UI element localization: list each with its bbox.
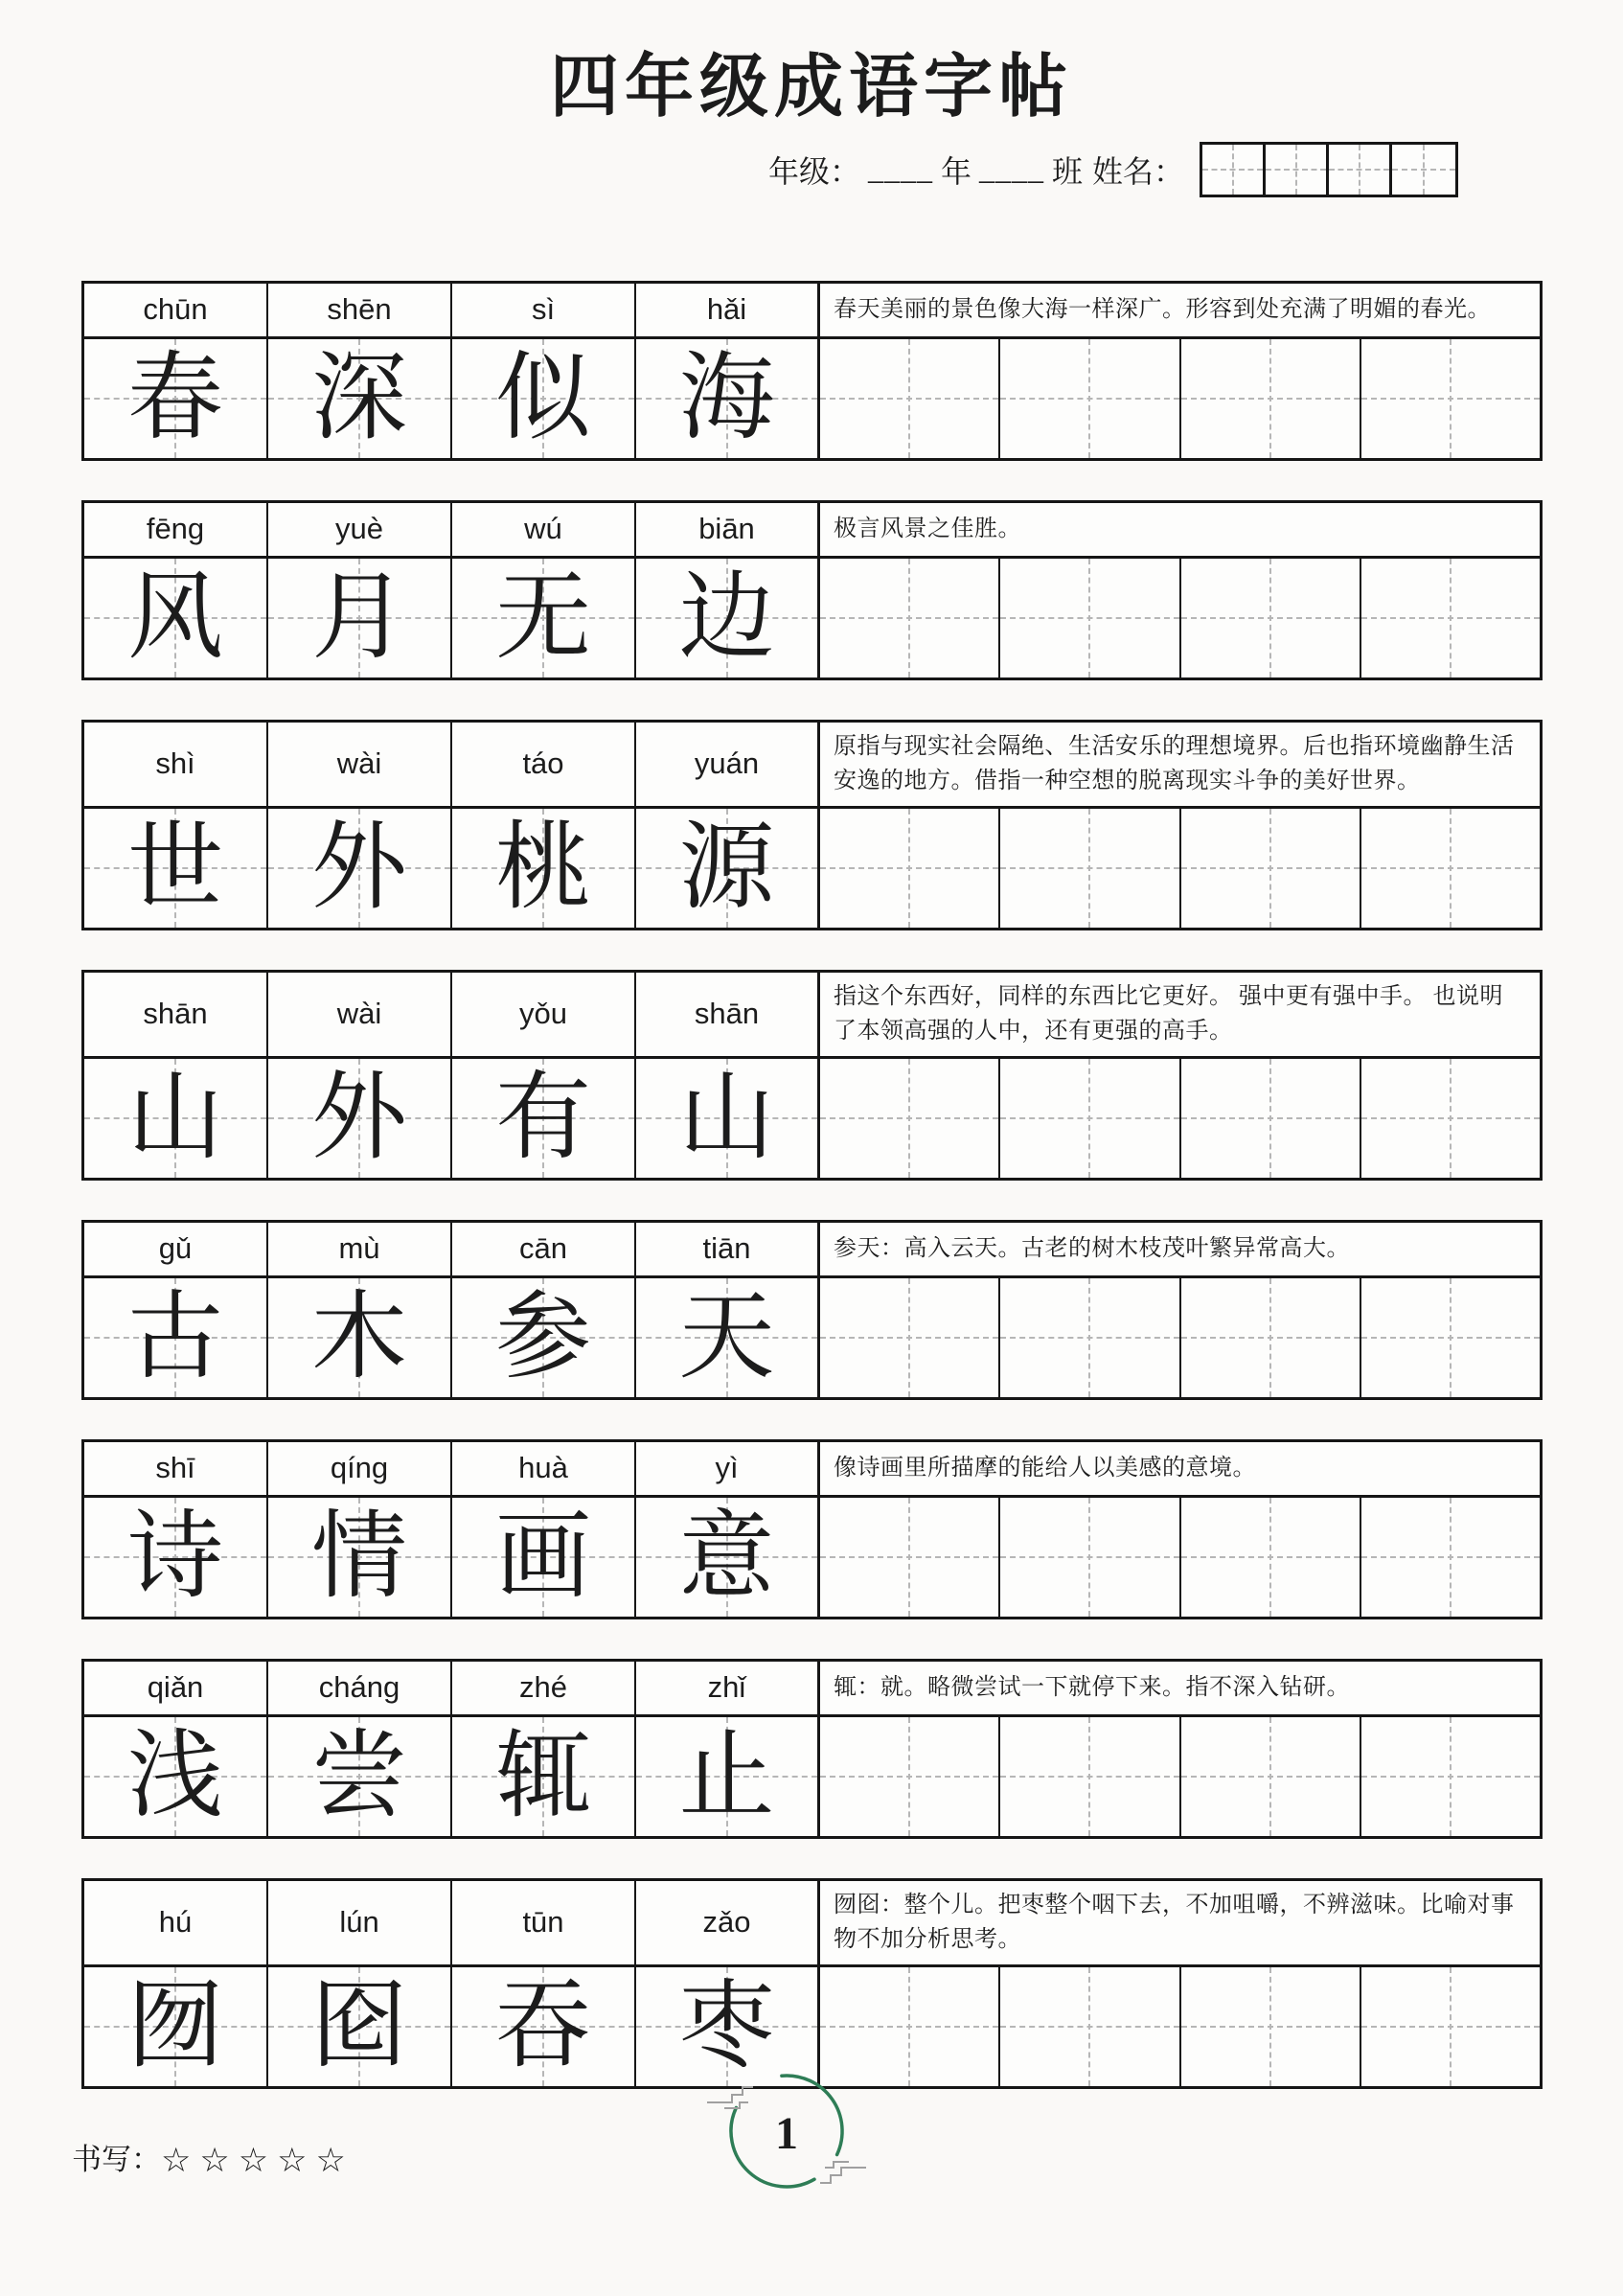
practice-cell (1181, 1278, 1361, 1397)
idiom-character: 无 (495, 563, 591, 671)
pinyin-cell (636, 723, 820, 806)
practice-cell (820, 1278, 1000, 1397)
pinyin-cell (84, 1442, 268, 1495)
character-cell (268, 1498, 452, 1617)
character-cell (268, 1717, 452, 1836)
definition-text: 囫囵：整个儿。把枣整个咽下去，不加咀嚼，不辨滋味。比喻对事物不加分析思考。 (834, 1892, 1515, 1953)
pinyin-cell (636, 503, 820, 556)
character-practice-row (84, 809, 1540, 928)
character-cell (84, 1967, 268, 2086)
name-grid-cell (1202, 145, 1266, 195)
definition-cell (820, 1662, 1540, 1714)
definition-cell (820, 503, 1540, 556)
practice-cell (1181, 559, 1361, 677)
cloud-ornament-icon (707, 2087, 753, 2108)
grade-label: 年级： (767, 153, 860, 189)
pinyin-text: zhé (519, 1670, 567, 1705)
pinyin-cell (636, 1881, 820, 1964)
student-info-line (0, 141, 1458, 198)
idiom-character: 木 (311, 1283, 407, 1390)
idiom-character: 山 (127, 1064, 223, 1171)
practice-cell (1181, 1498, 1361, 1617)
idiom-character: 外 (311, 814, 407, 921)
definition-text: 指这个东西好，同样的东西比它更好。 强中更有强中手。 也说明了本领高强的人中，还有更强的高手。 (834, 983, 1503, 1045)
character-cell (452, 1278, 636, 1397)
pinyin-text: shì (155, 746, 195, 781)
pinyin-text: mù (338, 1231, 380, 1266)
idiom-character: 意 (678, 1503, 775, 1610)
pinyin-text: yuè (335, 512, 383, 546)
character-cell (452, 559, 636, 677)
idiom-character: 有 (495, 1064, 591, 1171)
practice-area (820, 1278, 1540, 1397)
pinyin-cell (452, 503, 636, 556)
idiom-block (81, 1659, 1543, 1839)
character-cell (636, 1059, 820, 1178)
idiom-character: 枣 (678, 1972, 775, 2079)
character-cell (452, 1059, 636, 1178)
year-label: 年 (940, 153, 972, 189)
idiom-character: 画 (495, 1503, 591, 1610)
pinyin-cell (452, 973, 636, 1056)
practice-cell (1361, 1278, 1540, 1397)
character-cell (636, 809, 820, 928)
pinyin-cell (84, 284, 268, 336)
pinyin-cell (268, 503, 452, 556)
pinyin-cell (636, 1442, 820, 1495)
character-cell (636, 1498, 820, 1617)
pinyin-text: chūn (143, 292, 208, 327)
idiom-block (81, 1439, 1543, 1619)
pinyin-text: cháng (318, 1670, 400, 1705)
pinyin-cell (84, 973, 268, 1056)
pinyin-text: tūn (522, 1905, 564, 1940)
idiom-character: 月 (311, 563, 407, 671)
practice-cell (820, 1498, 1000, 1617)
idiom-character: 吞 (495, 1972, 591, 2079)
practice-cell (820, 809, 1000, 928)
class-blank: ____ (978, 151, 1044, 187)
practice-cell (1000, 1498, 1180, 1617)
idiom-block (81, 281, 1543, 461)
definition-text: 极言风景之佳胜。 (834, 517, 1021, 542)
idiom-character: 尝 (311, 1722, 407, 1829)
character-cell (452, 1717, 636, 1836)
practice-cell (1181, 339, 1361, 458)
name-label: 姓名： (1091, 153, 1184, 189)
idiom-character: 源 (678, 814, 775, 921)
pinyin-text: yì (715, 1451, 739, 1485)
idiom-character: 止 (678, 1722, 775, 1829)
character-cell (84, 559, 268, 677)
class-label: 班 (1051, 153, 1083, 189)
pinyin-cell (268, 1223, 452, 1275)
rating-label: 书写： (72, 2143, 161, 2176)
idiom-character: 浅 (127, 1722, 223, 1829)
idiom-character: 囵 (311, 1972, 407, 2079)
character-cell (268, 1967, 452, 2086)
character-cell (268, 339, 452, 458)
idiom-character: 囫 (127, 1972, 223, 2079)
idiom-character: 深 (311, 344, 407, 451)
pinyin-cell (452, 1662, 636, 1714)
pinyin-cell (268, 1662, 452, 1714)
practice-cell (1000, 1059, 1180, 1178)
practice-cell (1181, 1717, 1361, 1836)
idiom-character: 天 (678, 1283, 775, 1390)
practice-cell (1000, 559, 1180, 677)
pinyin-definition-row (84, 723, 1540, 809)
character-cell (268, 809, 452, 928)
character-cell (84, 809, 268, 928)
pinyin-text: shēn (327, 292, 392, 327)
definition-text: 辄：就。略微尝试一下就停下来。指不深入钻研。 (834, 1674, 1350, 1700)
idiom-character: 世 (127, 814, 223, 921)
practice-area (820, 809, 1540, 928)
writing-rating (72, 2135, 354, 2180)
idiom-block (81, 720, 1543, 930)
grade-blank: ____ (867, 151, 933, 187)
idiom-block (81, 970, 1543, 1181)
practice-area (820, 1967, 1540, 2086)
name-grid-cell (1329, 145, 1392, 195)
pinyin-text: cān (519, 1231, 567, 1266)
character-cell (452, 1498, 636, 1617)
definition-text: 原指与现实社会隔绝、生活安乐的理想境界。后也指环境幽静生活安逸的地方。借指一种空想的脱离现实斗争的美好世界。 (834, 733, 1515, 794)
pinyin-text: fēng (146, 512, 205, 546)
character-practice-row (84, 1498, 1540, 1617)
character-cell (452, 809, 636, 928)
pinyin-text: lún (339, 1905, 379, 1940)
page-title: 四年级成语字帖 (549, 49, 1073, 126)
pinyin-definition-row (84, 284, 1540, 339)
practice-cell (1361, 559, 1540, 677)
practice-cell (1181, 809, 1361, 928)
practice-cell (820, 559, 1000, 677)
practice-cell (820, 1717, 1000, 1836)
character-cell (268, 1278, 452, 1397)
pinyin-definition-row (84, 1442, 1540, 1498)
practice-cell (820, 339, 1000, 458)
page-number: 1 (775, 2108, 798, 2159)
character-cell (636, 1717, 820, 1836)
pinyin-text: qíng (330, 1451, 389, 1485)
pinyin-definition-row (84, 503, 1540, 559)
idiom-character: 情 (311, 1503, 407, 1610)
pinyin-text: yǒu (519, 997, 567, 1031)
character-practice-row (84, 1717, 1540, 1836)
pinyin-text: wài (336, 746, 382, 781)
practice-cell (1181, 1059, 1361, 1178)
pinyin-cell (268, 973, 452, 1056)
practice-cell (1000, 809, 1180, 928)
pinyin-cell (636, 1223, 820, 1275)
character-cell (268, 559, 452, 677)
pinyin-text: yuán (694, 746, 760, 781)
character-cell (84, 1059, 268, 1178)
pinyin-cell (84, 1223, 268, 1275)
practice-cell (1000, 1717, 1180, 1836)
definition-cell (820, 1881, 1540, 1964)
pinyin-cell (636, 973, 820, 1056)
idiom-character: 古 (127, 1283, 223, 1390)
idiom-character: 诗 (127, 1503, 223, 1610)
pinyin-cell (268, 1881, 452, 1964)
idiom-character: 海 (678, 344, 775, 451)
pinyin-definition-row (84, 1881, 1540, 1967)
pinyin-text: hú (158, 1905, 193, 1940)
definition-text: 参天：高入云天。古老的树木枝茂叶繁异常高大。 (834, 1235, 1350, 1261)
practice-area (820, 1498, 1540, 1617)
pinyin-text: shān (143, 997, 208, 1031)
pinyin-cell (452, 1223, 636, 1275)
practice-cell (1361, 1717, 1540, 1836)
character-practice-row (84, 1278, 1540, 1397)
idiom-character: 外 (311, 1064, 407, 1171)
practice-cell (820, 1059, 1000, 1178)
pinyin-cell (452, 723, 636, 806)
idiom-character: 辄 (495, 1722, 591, 1829)
pinyin-text: gǔ (158, 1231, 193, 1266)
character-cell (452, 1967, 636, 2086)
definition-cell (820, 1223, 1540, 1275)
name-grid-cell (1266, 145, 1329, 195)
definition-cell (820, 284, 1540, 336)
rating-stars-icon: ☆☆☆☆☆ (161, 2142, 354, 2179)
character-practice-row (84, 1059, 1540, 1178)
pinyin-cell (452, 1442, 636, 1495)
pinyin-text: qiǎn (147, 1670, 204, 1705)
character-cell (268, 1059, 452, 1178)
pinyin-cell (636, 284, 820, 336)
definition-cell (820, 1442, 1540, 1495)
pinyin-text: shān (694, 997, 760, 1031)
practice-cell (1361, 809, 1540, 928)
idiom-character: 桃 (495, 814, 591, 921)
idiom-block (81, 1220, 1543, 1400)
pinyin-text: wú (524, 512, 562, 546)
character-practice-row (84, 339, 1540, 458)
pinyin-cell (84, 1881, 268, 1964)
name-writing-grid (1200, 142, 1458, 197)
character-cell (636, 559, 820, 677)
idiom-character: 边 (678, 563, 775, 671)
pinyin-cell (268, 284, 452, 336)
pinyin-text: wài (336, 997, 382, 1031)
character-cell (452, 339, 636, 458)
idiom-list (81, 281, 1543, 2089)
pinyin-definition-row (84, 973, 1540, 1059)
practice-area (820, 1717, 1540, 1836)
pinyin-text: sì (531, 292, 556, 327)
pinyin-text: tiān (702, 1231, 751, 1266)
pinyin-definition-row (84, 1223, 1540, 1278)
pinyin-text: zǎo (702, 1905, 751, 1940)
idiom-character: 参 (495, 1283, 591, 1390)
pinyin-text: huà (518, 1451, 568, 1485)
pinyin-text: shī (155, 1451, 195, 1485)
practice-cell (1000, 339, 1180, 458)
practice-area (820, 1059, 1540, 1178)
character-cell (636, 1278, 820, 1397)
character-cell (636, 339, 820, 458)
practice-cell (1361, 1498, 1540, 1617)
idiom-character: 似 (495, 344, 591, 451)
practice-area (820, 339, 1540, 458)
practice-cell (1361, 1059, 1540, 1178)
pinyin-cell (84, 723, 268, 806)
pinyin-cell (268, 1442, 452, 1495)
cloud-ornament-icon (820, 2162, 866, 2183)
idiom-character: 山 (678, 1064, 775, 1171)
pinyin-cell (268, 723, 452, 806)
circle-arc-icon (731, 2108, 814, 2187)
definition-text: 像诗画里所描摩的能给人以美感的意境。 (834, 1455, 1256, 1481)
character-cell (84, 1278, 268, 1397)
character-practice-row (84, 559, 1540, 677)
idiom-block (81, 500, 1543, 680)
character-cell (84, 1717, 268, 1836)
pinyin-cell (84, 503, 268, 556)
pinyin-text: zhǐ (707, 1670, 746, 1705)
pinyin-text: biān (698, 512, 755, 546)
pinyin-definition-row (84, 1662, 1540, 1717)
idiom-character: 风 (127, 563, 223, 671)
pinyin-cell (452, 284, 636, 336)
pinyin-text: táo (522, 746, 564, 781)
idiom-character: 春 (127, 344, 223, 451)
practice-cell (1000, 1967, 1180, 2086)
character-cell (84, 339, 268, 458)
pinyin-cell (452, 1881, 636, 1964)
definition-cell (820, 723, 1540, 806)
practice-cell (1361, 339, 1540, 458)
practice-cell (1181, 1967, 1361, 2086)
practice-area (820, 559, 1540, 677)
pinyin-text: hǎi (706, 292, 747, 327)
definition-cell (820, 973, 1540, 1056)
definition-text: 春天美丽的景色像大海一样深广。形容到处充满了明媚的春光。 (834, 297, 1491, 323)
pinyin-cell (636, 1662, 820, 1714)
name-grid-cell (1392, 145, 1455, 195)
character-cell (84, 1498, 268, 1617)
practice-cell (1000, 1278, 1180, 1397)
pinyin-cell (84, 1662, 268, 1714)
practice-cell (1361, 1967, 1540, 2086)
